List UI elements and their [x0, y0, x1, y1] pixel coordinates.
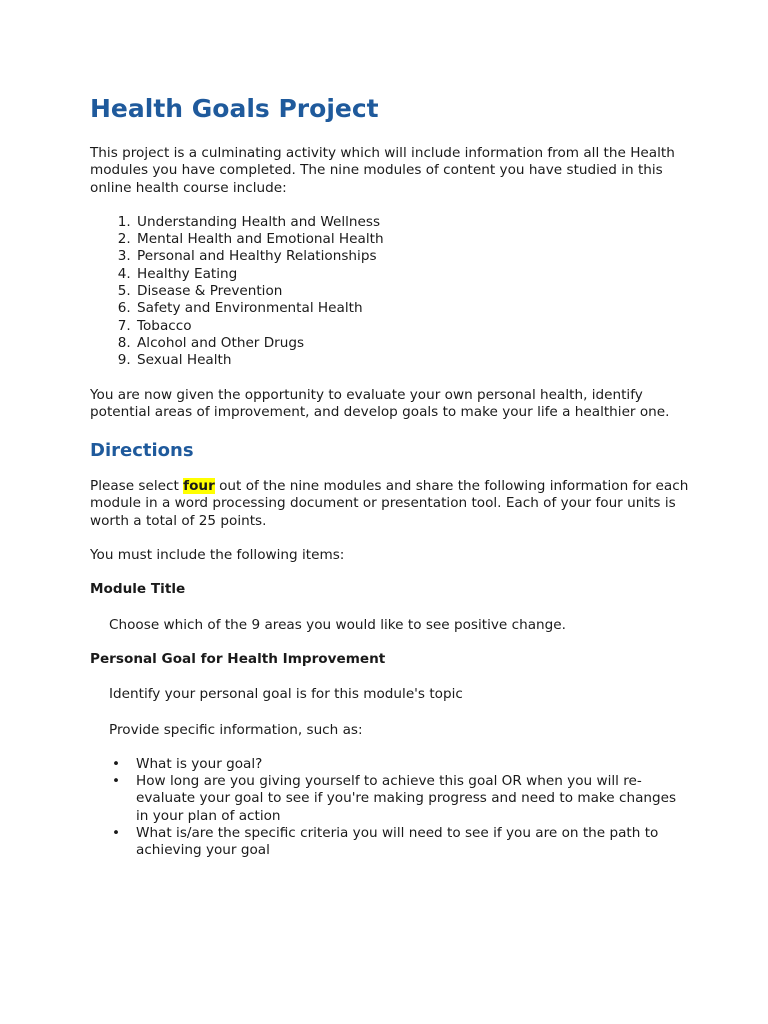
personal-goal-identify: Identify your personal goal is for this module's topic	[109, 686, 463, 703]
directions-heading: Directions	[90, 440, 194, 462]
bullet-icon: •	[112, 825, 121, 842]
personal-goal-provide: Provide specific information, such as:	[109, 721, 363, 738]
document-content	[90, 93, 690, 860]
list-item: 4. Healthy Eating	[135, 266, 690, 283]
modules-list	[90, 214, 690, 370]
select-paragraph	[90, 478, 690, 530]
intro-paragraph: This project is a culminating activity which will include information from all the Health modules you have completed. The nine modules of content you have studied in this online health course include:	[90, 145, 675, 196]
list-item: 8. Alcohol and Other Drugs	[135, 335, 690, 352]
list-item	[112, 773, 690, 825]
must-include-paragraph: You must include the following items:	[90, 547, 345, 564]
select-text-after: out of the nine modules and share the following information for each module in a word processing document or presentation tool. Each of your four units is worth a total of 25 points.	[90, 478, 689, 529]
list-item: 5. Disease & Prevention	[135, 283, 690, 300]
list-item: 9. Sexual Health	[135, 352, 690, 369]
list-item: 6. Safety and Environmental Health	[135, 300, 690, 317]
page-title: Health Goals Project	[90, 94, 379, 123]
list-item-text: What is/are the specific criteria you will need to see if you are on the path to achieving your goal	[136, 825, 659, 859]
list-item-text: What is your goal?	[136, 755, 263, 772]
list-item: 3. Personal and Healthy Relationships	[135, 248, 690, 265]
list-item: 2. Mental Health and Emotional Health	[135, 231, 690, 248]
highlighted-word: four	[183, 478, 215, 495]
select-text-before: Please select	[90, 478, 184, 495]
list-item-text: How long are you giving yourself to achieve this goal OR when you will re-evaluate your goal to see if you're making progress and need to make changes in your plan of action	[136, 773, 677, 824]
list-item	[112, 755, 690, 773]
module-title-text: Choose which of the 9 areas you would like to see positive change.	[109, 616, 566, 633]
bullet-icon: •	[112, 755, 121, 772]
personal-goal-label: Personal Goal for Health Improvement	[90, 650, 386, 667]
list-item: 1. Understanding Health and Wellness	[135, 214, 690, 231]
list-item	[112, 825, 690, 860]
list-item: 7. Tobacco	[135, 318, 690, 335]
bullet-icon: •	[112, 773, 121, 790]
evaluate-paragraph: You are now given the opportunity to evaluate your own personal health, identify potential areas of improvement, and develop goals to make your life a healthier one.	[90, 386, 670, 420]
module-title-label: Module Title	[90, 581, 186, 598]
goal-items-list	[90, 756, 690, 860]
